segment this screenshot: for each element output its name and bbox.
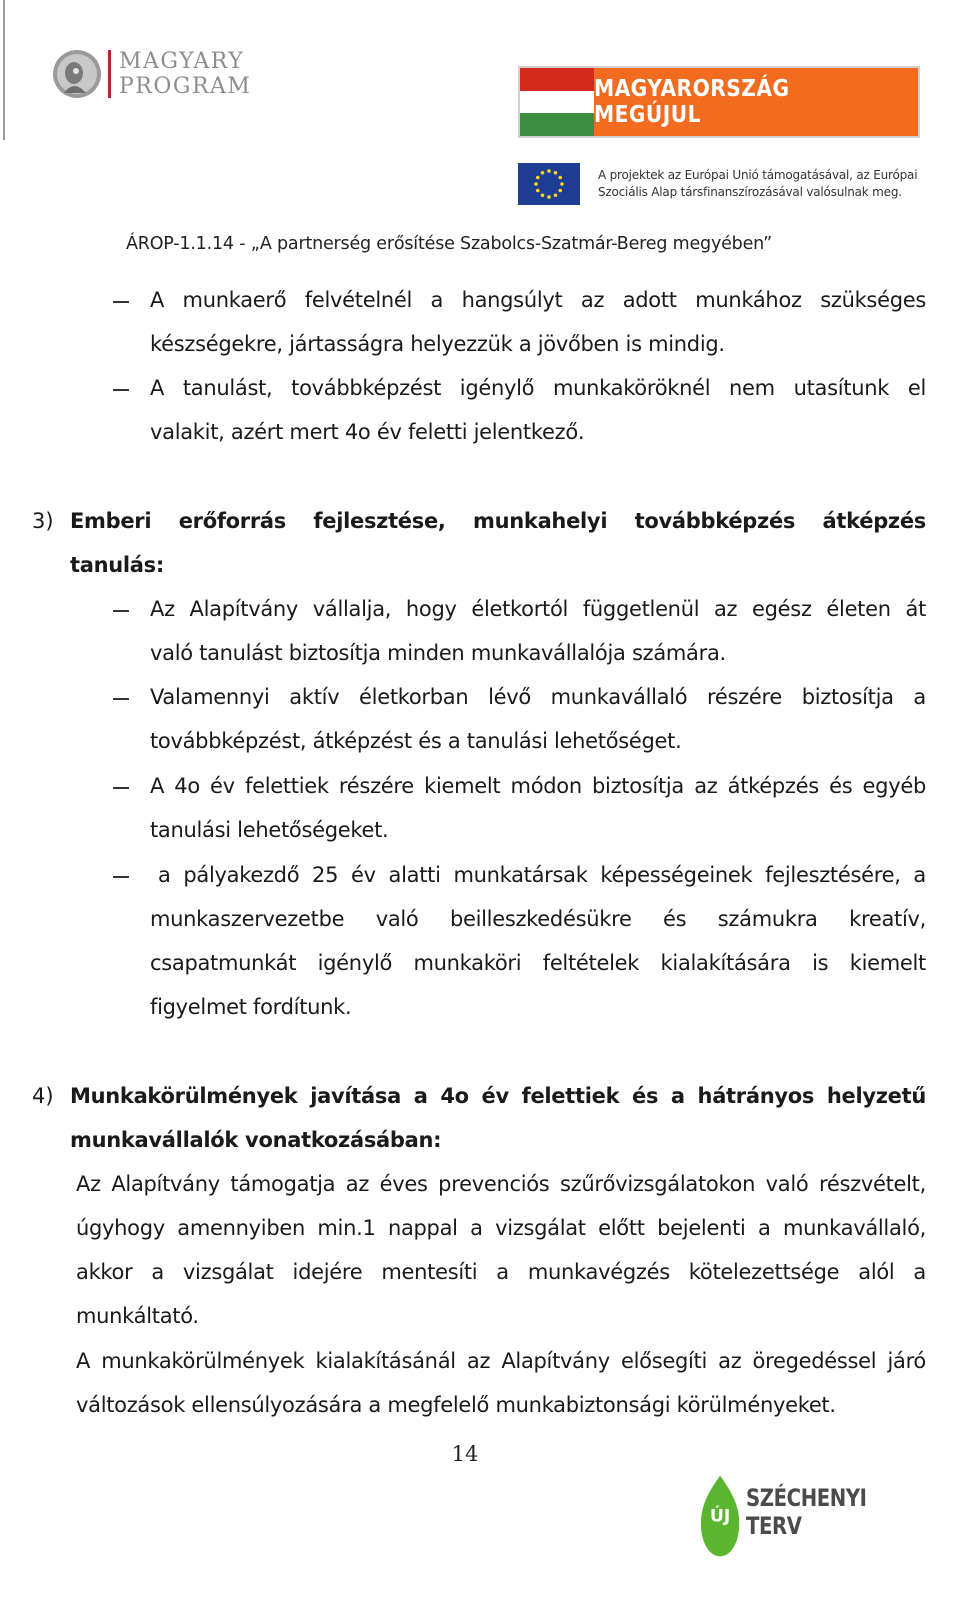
s4-paragraph-1-line-4: munkáltató. — [76, 1304, 199, 1328]
s3-bullet-2-line-2: továbbképzést, átképzést és a tanulási lehetőséget. — [150, 729, 682, 753]
szechenyi-drop-icon — [698, 1472, 742, 1560]
magyarorszag-megujul-banner — [518, 66, 920, 138]
eu-star-icon — [541, 193, 545, 197]
eu-star-icon — [560, 182, 564, 186]
s3-bullet-1-line-2: való tanulást biztosítja minden munkavállalója számára. — [150, 641, 726, 665]
magyary-program-logo — [52, 46, 251, 102]
eu-star-icon — [558, 189, 562, 193]
s4-paragraph-1-line-1: Az Alapítvány támogatja az éves prevenciós szűrővizsgálatokon való részvételt, — [76, 1172, 926, 1196]
eu-star-icon — [547, 169, 551, 173]
bullet-dash — [113, 876, 129, 878]
eu-star-icon — [554, 171, 558, 175]
magyary-logo-line2: PROGRAM — [119, 74, 252, 99]
s3-bullet-4-line-1: a pályakezdő 25 év alatti munkatársak képességeinek fejlesztésére, a — [158, 863, 926, 887]
logo-divider — [108, 50, 111, 98]
eu-notice-line2: Szociális Alap társfinanszírozásával valósulnak meg. — [598, 185, 902, 199]
bullet-dash — [113, 698, 129, 700]
uj-szechenyi-terv-logo — [698, 1472, 960, 1560]
s3-bullet-4-line-4: figyelmet fordítunk. — [150, 995, 352, 1019]
eu-star-icon — [554, 193, 558, 197]
section-3-heading-line-2: tanulás: — [70, 553, 164, 577]
eu-flag-icon — [518, 163, 580, 205]
intro-bullet-2-line-2: valakit, azért mert 4o év feletti jelentkező. — [150, 420, 585, 444]
s4-paragraph-2-line-2: változások ellensúlyozására a megfelelő munkabiztonsági körülményeket. — [76, 1393, 836, 1417]
eu-notice-line1: A projektek az Európai Unió támogatásával, az Európai — [598, 168, 918, 182]
s3-bullet-3-line-1: A 4o év felettiek részére kiemelt módon biztosítja az átképzés és egyéb — [150, 774, 926, 798]
bullet-dash — [113, 787, 129, 789]
document-header-title: ÁROP-1.1.14 - „A partnerség erősítése Szabolcs-Szatmár-Bereg megyében” — [126, 234, 772, 254]
s4-paragraph-1-line-3: akkor a vizsgálat idejére mentesíti a munkavégzés kötelezettsége alól a — [76, 1260, 926, 1284]
bullet-dash — [113, 389, 129, 391]
s4-paragraph-1-line-2: úgyhogy amennyiben min.1 nappal a vizsgálat előtt bejelenti a munkavállaló, — [76, 1216, 926, 1240]
eu-star-icon — [541, 171, 545, 175]
eu-star-icon — [558, 176, 562, 180]
s4-paragraph-2-line-1: A munkakörülmények kialakításánál az Alapítvány elősegíti az öregedéssel járó — [76, 1349, 926, 1373]
hungarian-flag-icon — [520, 68, 594, 136]
banner-title: MAGYARORSZÁG MEGÚJUL — [594, 76, 879, 128]
eu-star-icon — [547, 195, 551, 199]
bullet-dash — [113, 301, 129, 303]
eu-star-icon — [534, 182, 538, 186]
eu-star-icon — [536, 176, 540, 180]
section-3-number: 3) — [32, 509, 54, 533]
s3-bullet-4-line-3: csapatmunkát igénylő munkaköri feltételek kialakítására is kiemelt — [150, 951, 926, 975]
s3-bullet-2-line-1: Valamennyi aktív életkorban lévő munkavállaló részére biztosítja a — [150, 685, 926, 709]
s3-bullet-3-line-2: tanulási lehetőségeket. — [150, 818, 389, 842]
intro-bullet-1-line-2: készségekre, jártasságra helyezzük a jövőben is mindig. — [150, 332, 725, 356]
szechenyi-wordmark: SZÉCHENYI TERV — [746, 1484, 867, 1540]
section-4-heading-line-2: munkavállalók vonatkozásában: — [70, 1128, 442, 1152]
bullet-dash — [113, 610, 129, 612]
section-3-heading-line-1: Emberi erőforrás fejlesztése, munkahelyi továbbképzés átképzés — [70, 509, 926, 533]
section-4-number: 4) — [32, 1084, 54, 1108]
page-number: 14 — [451, 1442, 479, 1466]
s3-bullet-4-line-2: munkaszervezetbe való beilleszkedésükre és számukra kreatív, — [150, 907, 926, 931]
eu-funding-notice — [518, 163, 917, 205]
s3-bullet-1-line-1: Az Alapítvány vállalja, hogy életkortól függetlenül az egész életen át — [150, 597, 926, 621]
eu-star-icon — [536, 189, 540, 193]
magyary-logo-line1: MAGYARY — [119, 49, 245, 74]
section-4-heading-line-1: Munkakörülmények javítása a 4o év felettiek és a hátrányos helyzetű — [70, 1084, 926, 1108]
portrait-emblem-icon — [52, 49, 102, 99]
intro-bullet-2-line-1: A tanulást, továbbképzést igénylő munkaköröknél nem utasítunk el — [150, 376, 926, 400]
left-margin-rule — [3, 0, 5, 140]
logo-mark: ÚJ — [709, 1506, 731, 1527]
intro-bullet-1-line-1: A munkaerő felvételnél a hangsúlyt az adott munkához szükséges — [150, 288, 926, 312]
